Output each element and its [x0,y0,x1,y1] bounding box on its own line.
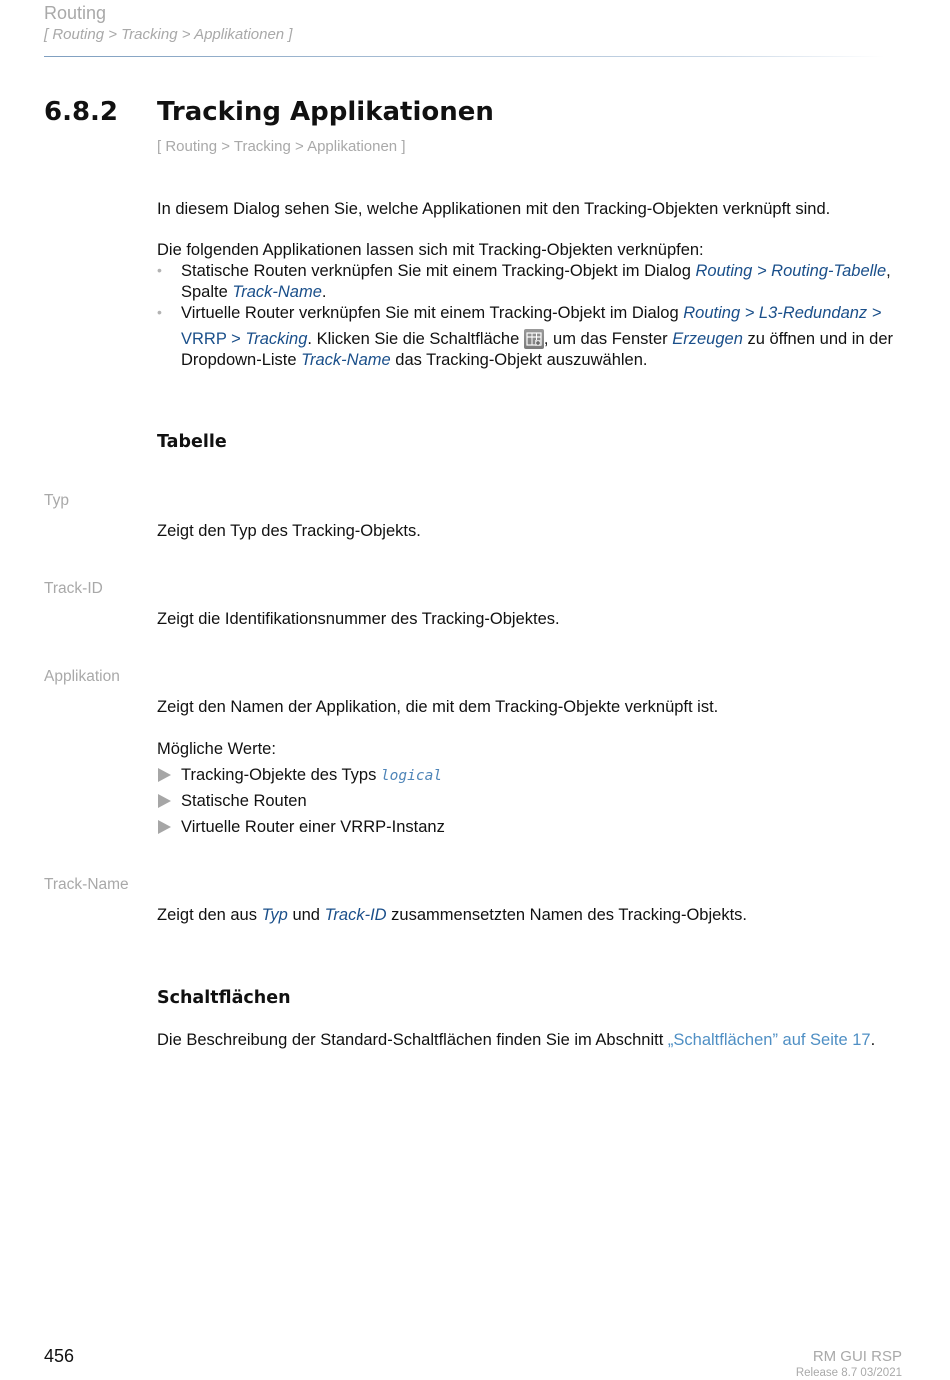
section-number: 6.8.2 [44,97,119,127]
link-track-id[interactable]: Track-ID [324,906,387,924]
bullet-vrrp-line2 [181,329,893,350]
link-track-name[interactable]: Track-Name [301,351,391,369]
code-logical: logical [380,768,443,784]
field-desc-track-id: Zeigt die Identifikationsnummer des Tracking-Objektes. [157,610,560,628]
footer-release: Release 8.7 03/2021 [795,1367,902,1379]
footer-doc-title: RM GUI RSP [812,1348,902,1365]
bullet-vrrp-line3 [181,350,648,371]
table-add-icon [524,329,544,349]
text: . Klicken Sie die Schaltfläche [307,330,524,348]
text: Zeigt den aus [157,906,262,924]
intro-list-lead: Die folgenden Applikationen lassen sich mit Tracking-Objekten verknüpfen: [157,241,704,259]
section-path: [ Routing > Tracking > Applikationen ] [157,138,406,155]
buttons-paragraph [157,1030,875,1051]
field-label-typ: Typ [44,492,69,509]
triangle-right-icon [158,768,171,782]
intro-paragraph: In diesem Dialog sehen Sie, welche Applikationen mit den Tracking-Objekten verknüpft sind. [157,200,831,218]
field-label-track-id: Track-ID [44,580,103,597]
link-tracking[interactable]: Tracking [245,330,308,348]
link-l3-redundanz[interactable]: Routing > L3-Redundanz > [683,304,882,322]
buttons-heading: Schaltflächen [157,988,291,1008]
text: und [287,906,325,924]
bullet-vrrp-line1 [181,303,881,324]
running-header-title: Routing [44,3,107,23]
field-desc-applikation: Zeigt den Namen der Applikation, die mit dem Tracking-Objekte verknüpft ist. [157,698,719,716]
text: das Tracking-Objekt auszuwählen. [390,351,648,369]
text: . [870,1031,876,1049]
text: , [886,262,891,280]
running-header-path: [ Routing > Tracking > Applikationen ] [44,26,293,43]
table-heading: Tabelle [157,432,227,452]
section-title: Tracking Applikationen [157,97,494,127]
bullet-static-routes-line1 [181,261,891,282]
text: . [321,283,327,301]
value-item: Virtuelle Router einer VRRP-Instanz [181,818,445,836]
text: Spalte [181,283,233,301]
triangle-right-icon [158,820,171,834]
bullet-static-routes-line2 [181,282,327,303]
link-routing-tabelle[interactable]: Routing > Routing-Tabelle [695,262,887,280]
text: Virtuelle Router verknüpfen Sie mit einem Tracking-Objekt im Dialog [181,304,684,322]
value-item: Statische Routen [181,792,307,810]
page-number: 456 [44,1346,75,1366]
value-item [181,765,442,787]
link-vrrp[interactable]: VRRP [181,330,227,348]
triangle-right-icon [158,794,171,808]
xref-schaltflaechen[interactable]: „Schaltflächen” auf Seite 17 [667,1031,871,1049]
text: zu öffnen und in der [742,330,894,348]
link-erzeugen[interactable]: Erzeugen [672,330,743,348]
field-label-applikation: Applikation [44,668,120,685]
text: Statische Routen verknüpfen Sie mit einem Tracking-Objekt im Dialog [181,262,696,280]
field-desc-track-name [157,905,747,926]
link-track-name[interactable]: Track-Name [232,283,322,301]
bullet-dot: • [157,262,162,278]
bullet-dot: • [157,304,162,320]
link-separator: > [226,330,246,348]
possible-values-label: Mögliche Werte: [157,740,276,758]
header-divider [44,56,884,57]
text: , um das Fenster [543,330,673,348]
text: zusammensetzten Namen des Tracking-Objekts. [386,906,747,924]
text: Dropdown-Liste [181,351,302,369]
text: Tracking-Objekte des Typs [181,766,381,784]
text: Die Beschreibung der Standard-Schaltflächen finden Sie im Abschnitt [157,1031,668,1049]
field-desc-typ: Zeigt den Typ des Tracking-Objekts. [157,522,421,540]
field-label-track-name: Track-Name [44,876,129,893]
link-typ[interactable]: Typ [261,906,288,924]
